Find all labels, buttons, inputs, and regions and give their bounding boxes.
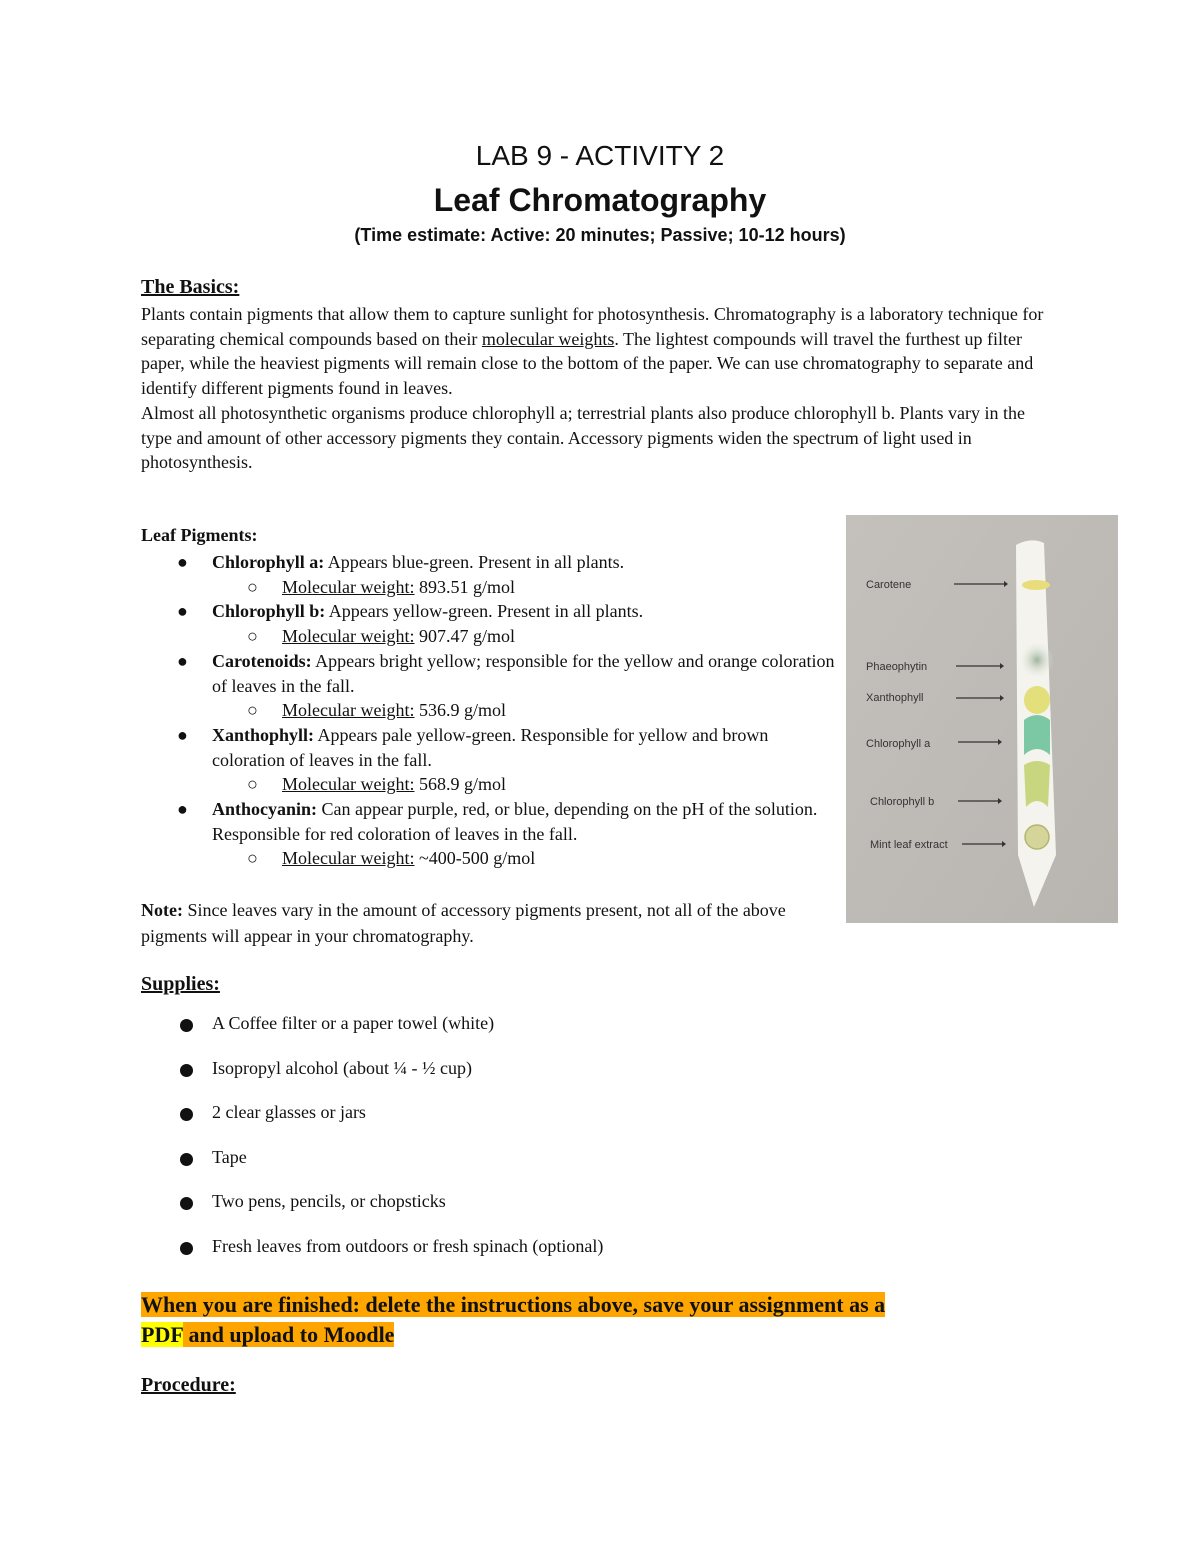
lab-title: LAB 9 - ACTIVITY 2 [475, 140, 725, 171]
bullet-icon: ● [177, 552, 188, 572]
supply-text: Fresh leaves from outdoors or fresh spinach (optional) [212, 1235, 604, 1256]
pigment-item [141, 550, 841, 575]
bullet-icon [180, 1019, 193, 1032]
bullet-icon [180, 1064, 193, 1077]
pigment-name: Chlorophyll a: [212, 552, 325, 572]
circle-bullet-icon: ○ [247, 774, 258, 795]
mw-value: 893.51 g/mol [414, 576, 515, 597]
bullet-icon [180, 1197, 193, 1210]
pigment-name: Chlorophyll b: [212, 601, 326, 622]
supply-item [141, 1099, 941, 1144]
basics-paragraph-1 [141, 302, 1051, 401]
submission-instructions [141, 1290, 1041, 1350]
photo-background [846, 515, 1118, 923]
pigment-item [141, 797, 841, 846]
phaeophytin-band [1020, 642, 1054, 678]
bullet-icon: ● [177, 724, 188, 745]
label-mint-extract: Mint leaf extract [870, 839, 948, 851]
label-carotene: Carotene [866, 579, 912, 591]
supply-item [141, 1055, 941, 1100]
mw-label: Molecular weight: [282, 774, 415, 795]
supply-item [141, 1233, 941, 1278]
label-chlorophyll-b: Chlorophyll b [870, 796, 935, 808]
note-paragraph [141, 897, 841, 949]
pigment-item [141, 599, 841, 624]
note-text: Since leaves vary in the amount of accessory pigments present, not all of the above pigments will appear in your chromatography. [141, 900, 786, 946]
mw-label: Molecular weight: [282, 700, 415, 721]
mw-label: Molecular weight: [282, 576, 415, 597]
bullet-icon [180, 1153, 193, 1166]
pigment-desc: Appears blue-green. Present in all plants. [324, 552, 625, 572]
pigment-mw [141, 846, 841, 871]
xanthophyll-band [1024, 686, 1050, 714]
basics-heading: The Basics: [141, 276, 240, 298]
mw-value: ~400-500 g/mol [414, 848, 536, 869]
circle-bullet-icon: ○ [247, 576, 258, 597]
supply-text: 2 clear glasses or jars [212, 1102, 366, 1122]
mw-value: 907.47 g/mol [414, 626, 515, 647]
time-estimate: (Time estimate: Active: 20 minutes; Passive; 10-12 hours) [354, 225, 846, 245]
mw-value: 536.9 g/mol [414, 700, 506, 721]
instructions-pdf: PDF [141, 1322, 183, 1347]
circle-bullet-icon: ○ [247, 848, 258, 869]
pigment-item [141, 649, 841, 698]
supply-item [141, 1010, 941, 1055]
bullet-icon: ● [177, 650, 188, 671]
instructions-line-2: and upload to Moodle [182, 1322, 395, 1347]
circle-bullet-icon: ○ [247, 700, 258, 721]
chromatography-photo [846, 515, 1118, 923]
pigment-mw [141, 698, 841, 723]
pigment-mw [141, 624, 841, 649]
supply-text: Isopropyl alcohol (about ¼ - ½ cup) [212, 1057, 472, 1078]
basics-paragraph-2: Almost all photosynthetic organisms produce chlorophyll a; terrestrial plants also produce chlorophyll b. Plants vary in the type and amount of other accessory pigments they contain. Accessory pigments widen the spectrum of light used in photosynthesis. [141, 402, 1025, 473]
pigment-name: Anthocyanin: [212, 799, 318, 820]
procedure-heading: Procedure: [141, 1374, 236, 1396]
pigments-list [141, 550, 841, 871]
basics-p1-text-b: . The lightest compounds will travel the furthest up filter paper, while the heaviest pigments will remain close to the bottom of the paper. We can use chromatography to separate and identify different pigments found in leaves. [141, 328, 1034, 399]
chlorophyll-b-band [1024, 761, 1050, 807]
molecular-weights-term: molecular weights [481, 328, 615, 349]
supply-text: Tape [212, 1146, 247, 1167]
pigment-mw [141, 772, 841, 797]
supply-item [141, 1188, 941, 1233]
mw-label: Molecular weight: [282, 626, 415, 647]
bullet-icon: ● [177, 799, 188, 820]
pigment-item [141, 723, 841, 772]
instructions-line-1: When you are finished: delete the instructions above, save your assignment as a [141, 1292, 886, 1317]
bullet-icon: ● [177, 601, 188, 622]
mint-extract-spot [1025, 825, 1049, 849]
carotene-band [1022, 580, 1050, 590]
circle-bullet-icon: ○ [247, 626, 258, 647]
pigment-name: Xanthophyll: [212, 724, 315, 745]
note-label: Note: [141, 900, 183, 920]
supply-text: A Coffee filter or a paper towel (white) [212, 1013, 495, 1033]
label-phaeophytin: Phaeophytin [866, 661, 928, 673]
supply-item [141, 1144, 941, 1189]
page-title: Leaf Chromatography [433, 182, 767, 218]
mw-label: Molecular weight: [282, 848, 415, 869]
pigment-name: Carotenoids: [212, 650, 312, 671]
supplies-heading: Supplies: [141, 973, 220, 995]
basics-text [141, 302, 1051, 475]
chlorophyll-a-band [1024, 715, 1050, 755]
pigment-desc: Appears bright yellow; responsible for the yellow and orange coloration of leaves in the fall. [212, 650, 835, 696]
label-xanthophyll: Xanthophyll [866, 692, 924, 704]
supplies-list [141, 1010, 941, 1277]
label-chlorophyll-a: Chlorophyll a [866, 738, 931, 750]
mw-value: 568.9 g/mol [414, 774, 506, 795]
basics-p1-text-a: Plants contain pigments that allow them to capture sunlight for photosynthesis. Chromatography is a laboratory technique for separating chemical compounds based on their [141, 304, 1044, 349]
bullet-icon [180, 1242, 193, 1255]
pigment-mw [141, 575, 841, 600]
supply-text: Two pens, pencils, or chopsticks [212, 1191, 446, 1211]
pigment-desc: Can appear purple, red, or blue, depending on the pH of the solution. Responsible for red coloration of leaves in the fall. [212, 799, 818, 844]
bullet-icon [180, 1108, 193, 1121]
pigment-desc: Appears yellow-green. Present in all plants. [325, 601, 644, 622]
pigment-desc: Appears pale yellow-green. Responsible for yellow and brown coloration of leaves in the fall. [212, 724, 769, 770]
pigments-heading: Leaf Pigments: [141, 525, 258, 545]
